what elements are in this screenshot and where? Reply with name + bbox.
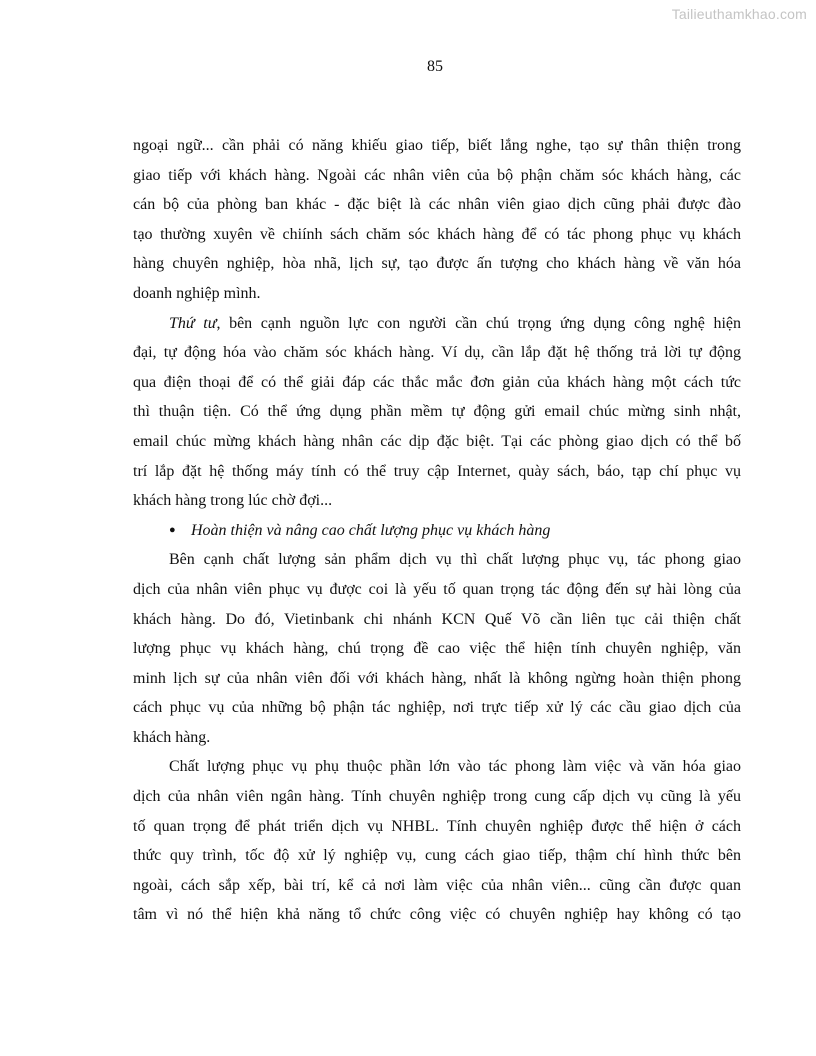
text-line: khách hàng. Do đó, Vietinbank chi nhánh KCN Quế Võ cần liên tục cải thiện chất [133,610,741,628]
text-line: Bên cạnh chất lượng sản phẩm dịch vụ thì chất lượng phục vụ, tác phong giao [169,551,741,569]
text-line: tâm vì nó thể hiện khả năng tổ chức công việc có chuyên nghiệp hay không có tạo [133,906,741,924]
text-line: ngoại ngữ... cần phải có năng khiếu giao tiếp, biết lắng nghe, tạo sự thân thiện trong [133,137,741,154]
text-line: email chúc mừng khách hàng nhân các dịp đặc biệt. Tại các phòng giao dịch có thể bố [133,432,741,450]
text-line: đại, tự động hóa vào chăm sóc khách hàng. Ví dụ, cần lắp đặt hệ thống trả lời tự động [133,344,741,362]
bullet-heading-text: Hoàn thiện và nâng cao chất lượng phục vụ khách hàng [191,521,551,539]
text-line: dịch của nhân viên phục vụ được coi là yếu tố quan trọng tác động đến sự hài lòng của [133,580,741,598]
text-line: tạo thường xuyên về chiính sách chăm sóc khách hàng để có tác phong phục vụ khách [133,225,741,243]
text-line: khách hàng trong lúc chờ đợi... [133,492,333,510]
bullet-heading [133,516,741,546]
lead-continuation: , bên cạnh nguồn lực con người cần chú trọng ứng dụng công nghệ hiện [216,314,742,332]
text-line: tố quan trọng để phát triển dịch vụ NHBL. Tính chuyên nghiệp được thể hiện ở cách [133,817,741,835]
text-line: giao tiếp với khách hàng. Ngoài các nhân viên của bộ phận chăm sóc khách hàng, các [133,166,741,184]
paragraph-1 [133,131,741,309]
watermark: Tailieuthamkhao.com [671,6,807,22]
text-line: thì thuận tiện. Có thể ứng dụng phần mềm tự động gửi email chúc mừng sinh nhật, [133,403,741,421]
paragraph-4 [133,752,741,930]
text-line: hàng chuyên nghiệp, hòa nhã, lịch sự, tạo được ấn tượng cho khách hàng về văn hóa [133,255,741,273]
text-line: doanh nghiệp mình. [133,284,261,302]
paragraph-3 [133,545,741,752]
text-line: khách hàng. [133,728,211,746]
paragraph-2 [133,309,741,516]
text-line: dịch của nhân viên ngân hàng. Tính chuyên nghiệp trong cung cấp dịch vụ cũng là yếu [133,788,741,806]
text-line: cách phục vụ của những bộ phận tác nghiệp, nơi trực tiếp xử lý các cầu giao dịch của [133,699,741,717]
text-line: minh lịch sự của nhân viên đối với khách hàng, nhất là không ngừng hoàn thiện phong [133,669,741,687]
lead-phrase: Thứ tư [169,314,217,332]
page-number: 85 [427,58,443,75]
bullet-icon: ● [169,523,176,536]
text-line: thức quy trình, tốc độ xử lý nghiệp vụ, cung cách giao tiếp, thậm chí hình thức bên [133,847,741,865]
text-line: qua điện thoại để có thể giải đáp các thắc mắc đơn giản của khách hàng một cách tức [133,373,741,391]
text-line: ngoài, cách sắp xếp, bài trí, kể cả nơi làm việc của nhân viên... cũng cần được quan [133,876,741,894]
text-line: trí lắp đặt hệ thống máy tính có thể truy cập Internet, quày sách, báo, tạp chí phục vụ [133,462,741,480]
text-line: Chất lượng phục vụ phụ thuộc phần lớn vào tác phong làm việc và văn hóa giao [169,758,741,776]
document-body [133,131,741,930]
text-line: cán bộ của phòng ban khác - đặc biệt là các nhân viên giao dịch cũng phải được đào [133,196,741,214]
text-line [133,309,741,339]
text-line: lượng phục vụ khách hàng, chú trọng đề cao việc thể hiện tính chuyên nghiệp, văn [133,640,741,658]
